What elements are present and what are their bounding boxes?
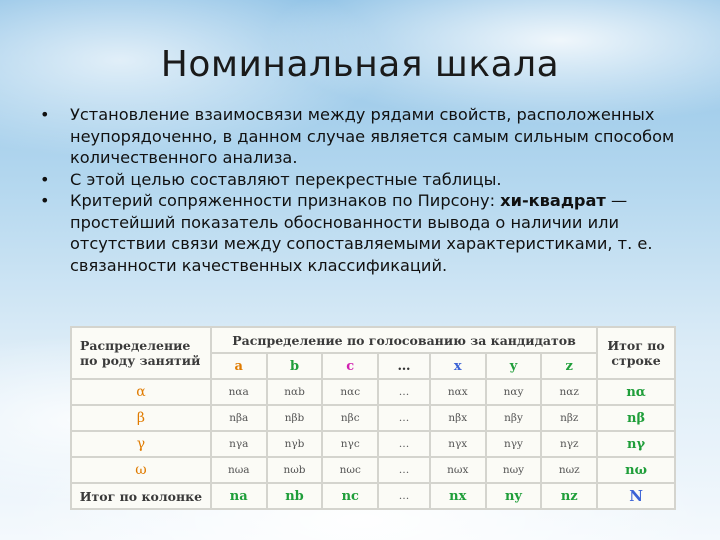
column-header: b (267, 353, 323, 379)
table-cell: nγb (267, 431, 323, 457)
grand-total: N (597, 483, 675, 509)
table-cell: nαc (322, 379, 378, 405)
bullet-list (40, 104, 712, 276)
table-corner-header: Распределение по роду занятий (71, 327, 211, 379)
table-header-row (71, 327, 675, 353)
table-total-col-header: Итог по строке (597, 327, 675, 379)
table-cell: nβy (486, 405, 542, 431)
column-total: na (211, 483, 267, 509)
column-header: c (322, 353, 378, 379)
table-cell: nγc (322, 431, 378, 457)
column-total: nz (541, 483, 597, 509)
table-cell: nγz (541, 431, 597, 457)
table-cell: nωx (430, 457, 486, 483)
bullet-text-post: — простейший показатель обоснованности вывода о наличии или отсутствии связи между сопоставляемыми характеристиками, т. е. связанности качественных классификаций. (70, 191, 653, 275)
row-label: γ (71, 431, 211, 457)
column-total: nx (430, 483, 486, 509)
table-cell: … (378, 405, 430, 431)
bullet-item (40, 104, 712, 169)
table-cell: … (378, 431, 430, 457)
table-cell: nωb (267, 457, 323, 483)
row-label: α (71, 379, 211, 405)
table-cell: nβa (211, 405, 267, 431)
column-total: ny (486, 483, 542, 509)
table-cell: nβx (430, 405, 486, 431)
crosstab-table (70, 326, 676, 510)
column-header: … (378, 353, 430, 379)
row-label: β (71, 405, 211, 431)
column-header: z (541, 353, 597, 379)
column-header: a (211, 353, 267, 379)
row-total: nγ (597, 431, 675, 457)
table-row (71, 457, 675, 483)
column-total: nb (267, 483, 323, 509)
bullet-item (40, 169, 712, 191)
total-row-label: Итог по колонке (71, 483, 211, 509)
table-cell: nωc (322, 457, 378, 483)
column-total: … (378, 483, 430, 509)
table-row (71, 379, 675, 405)
column-header: x (430, 353, 486, 379)
bullet-text: Установление взаимосвязи между рядами свойств, расположенных неупорядоченно, в данном случае является самым сильным способом количественного анализа. (70, 105, 675, 167)
row-total: nβ (597, 405, 675, 431)
table-cell: nβb (267, 405, 323, 431)
table-row (71, 431, 675, 457)
bullet-dot: • (40, 191, 50, 210)
table-cell: nβz (541, 405, 597, 431)
table-cell: nαx (430, 379, 486, 405)
bullet-text: С этой целью составляют перекрестные таблицы. (70, 169, 502, 189)
table-cell: nαb (267, 379, 323, 405)
bullet-dot: • (40, 169, 50, 189)
table-row (71, 405, 675, 431)
row-total: nα (597, 379, 675, 405)
table-cell: nαy (486, 379, 542, 405)
row-label: ω (71, 457, 211, 483)
table-total-row (71, 483, 675, 509)
table-cell: nβc (322, 405, 378, 431)
table-cell: nαz (541, 379, 597, 405)
table-cell: nγx (430, 431, 486, 457)
table-cell: nγa (211, 431, 267, 457)
table-group-header: Распределение по голосованию за кандидатов (211, 327, 597, 353)
bullet-text-pre: Критерий сопряженности признаков по Пирсону: (70, 191, 501, 210)
table-cell: nαa (211, 379, 267, 405)
table-cell: nωa (211, 457, 267, 483)
column-total: nc (322, 483, 378, 509)
table-cell: nωy (486, 457, 542, 483)
table-cell: nγy (486, 431, 542, 457)
bullet-item (40, 190, 712, 276)
bullet-dot: • (40, 105, 50, 124)
bullet-text-bold: хи-квадрат (500, 191, 606, 210)
row-total: nω (597, 457, 675, 483)
table-cell: … (378, 457, 430, 483)
slide-title: Номинальная шкала (160, 44, 560, 85)
column-header: y (486, 353, 542, 379)
table-cell: nωz (541, 457, 597, 483)
table-cell: … (378, 379, 430, 405)
